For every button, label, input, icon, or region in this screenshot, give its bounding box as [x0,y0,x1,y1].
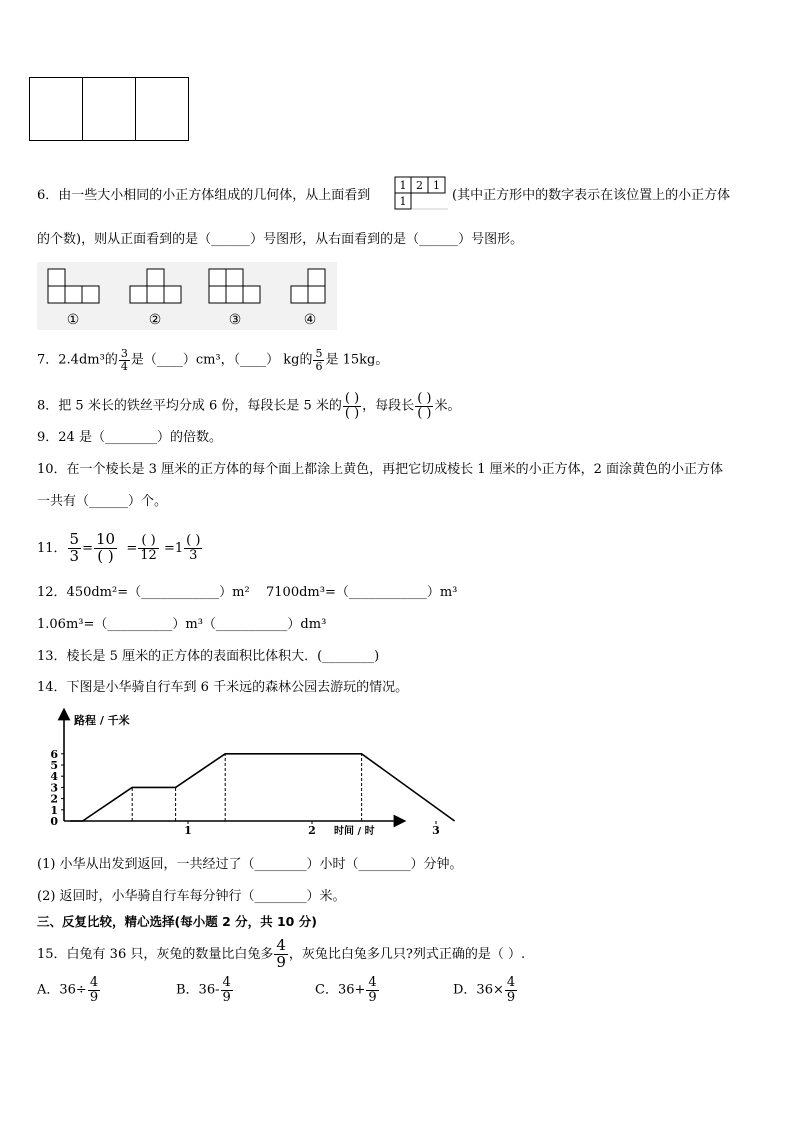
q15: 15．白兔有 36 只，灰兔的数量比白兔多 $\frac{4}{9}$ ，灰兔比白兔多几只?列式正确的是（ ）. [37,936,526,971]
option4-cube [291,286,308,303]
top-view-digit: 2 [416,179,423,192]
y-tick-label: 6 [50,747,58,761]
option-label: ② [148,312,162,328]
fraction: $\frac{5}{3}$ [69,530,80,565]
q15-option-a[interactable]: A．36÷ $\frac{4}{9}$ [37,975,99,1005]
fraction: $\frac{3}{4}$ [120,347,128,373]
fraction: $\frac{4}{9}$ [222,975,231,1005]
top-view-digit: 1 [433,179,440,192]
q15-option-d[interactable]: D．36× $\frac{4}{9}$ [453,975,516,1005]
q12-line1: 12．450dm²=（____________）m² [37,585,250,600]
fraction: $\frac{( )}{12}$ [140,533,157,563]
option3-cube [209,269,226,286]
x-tick-label: 2 [308,824,316,837]
q8: 8．把 5 米长的铁丝平均分成 6 份，每段长是 5 米的 $\frac{( )}{( )}$ ，每段长 $\frac{( )}{( )}$ 米。 [37,391,461,421]
option4-cube [308,286,325,303]
top-view-digit: 1 [399,195,407,208]
fraction: $\frac{5}{6}$ [315,347,323,373]
fraction: $\frac{4}{9}$ [368,975,377,1005]
x-tick-label: 1 [184,824,192,837]
top-view-digit: 1 [399,179,407,192]
option1-cube [65,286,82,303]
q15-option-c[interactable]: C．36+ $\frac{4}{9}$ [315,975,377,1005]
distance-series-line [70,754,454,821]
blank-fraction: $\frac{( )}{( )}$ [344,391,360,421]
fraction: $\frac{4}{9}$ [89,975,99,1005]
fraction: $\frac{( )}{3}$ [186,533,201,563]
q6-line1: 6．由一些大小相同的小正方体组成的几何体，从上面看到 [37,188,371,203]
grid-cell [83,78,136,140]
blank-fraction: $\frac{( )}{( )}$ [417,391,432,421]
option2-cube [147,286,164,303]
q10-line2: 一共有（______）个。 [37,494,168,509]
option2-cube [147,269,164,286]
option-label: ④ [303,312,317,328]
q9: 9．24 是（________）的倍数。 [37,430,222,445]
y-tick-label: 0 [50,815,58,828]
three-cell-grid [29,77,189,141]
option3-cube [226,269,243,286]
y-tick-label: 4 [50,770,58,784]
q6-option-figures [37,262,337,330]
option3-cube [209,286,226,303]
distance-time-chart [28,708,440,842]
option4-cube [308,269,325,286]
q14-sub2: (2) 返回时，小华骑自行车每分钟行（________）米。 [37,889,346,904]
option-label: ③ [228,312,242,328]
q13: 13．棱长是 5 厘米的正方体的表面积比体积大．(________) [37,649,380,664]
q15-option-b[interactable]: B．36- $\frac{4}{9}$ [176,975,231,1005]
option1-cube [48,286,65,303]
grid-cell [136,78,188,140]
y-axis-label: 路程 / 千米 [74,714,130,727]
x-tick-label: 3 [432,824,440,837]
fraction: $\frac{4}{9}$ [276,936,286,971]
option1-cube [82,286,99,303]
q14-sub1: (1) 小华从出发到返回，一共经过了（________）小时（________）分钟。 [37,857,463,872]
q14: 14．下图是小华骑自行车到 6 千米远的森林公园去游玩的情况。 [37,680,409,695]
q6-line1-rest: (其中正方形中的数字表示在该位置上的小正方体 [452,188,731,203]
q6-line2: 的个数)，则从正面看到的是（______）号图形，从右面看到的是（______）号图形。 [37,232,524,247]
grid-cell [30,78,83,140]
x-axis-label: 时间 / 时 [334,826,375,837]
option1-cube [48,269,65,286]
q12-b: 7100dm³=（____________）m³ [266,585,458,600]
q6-top-view-figure [394,176,450,214]
q11: 11． $\frac{5}{3}$ = $\frac{10}{( )}$ = $\frac{( )}{12}$ =1 $\frac{( )}{3}$ [37,530,201,565]
q12-line2: 1.06m³=（__________）m³（___________）dm³ [37,617,327,632]
q10-line1: 10．在一个棱长是 3 厘米的正方体的每个面上都涂上黄色，再把它切成棱长 1 厘米的小正方体，2 面涂黄色的小正方体 [37,462,724,477]
fraction: $\frac{10}{( )}$ [96,530,116,565]
q7: 7．2.4dm³的 $\frac{3}{4}$ 是（____）cm³，（____） kg的 $\frac{5}{6}$ 是 15kg。 [37,347,389,373]
fraction: $\frac{4}{9}$ [506,975,516,1005]
y-tick-label: 2 [50,792,58,806]
section-3-heading: 三、反复比较，精心选择(每小题 2 分，共 10 分) [37,914,317,929]
option2-cube [130,286,147,303]
y-tick-label: 5 [50,759,58,772]
y-tick-label: 1 [50,803,58,817]
option3-cube [243,286,260,303]
y-tick-label: 3 [50,781,58,795]
option-label: ① [66,312,80,328]
option2-cube [164,286,181,303]
option3-cube [226,286,243,303]
